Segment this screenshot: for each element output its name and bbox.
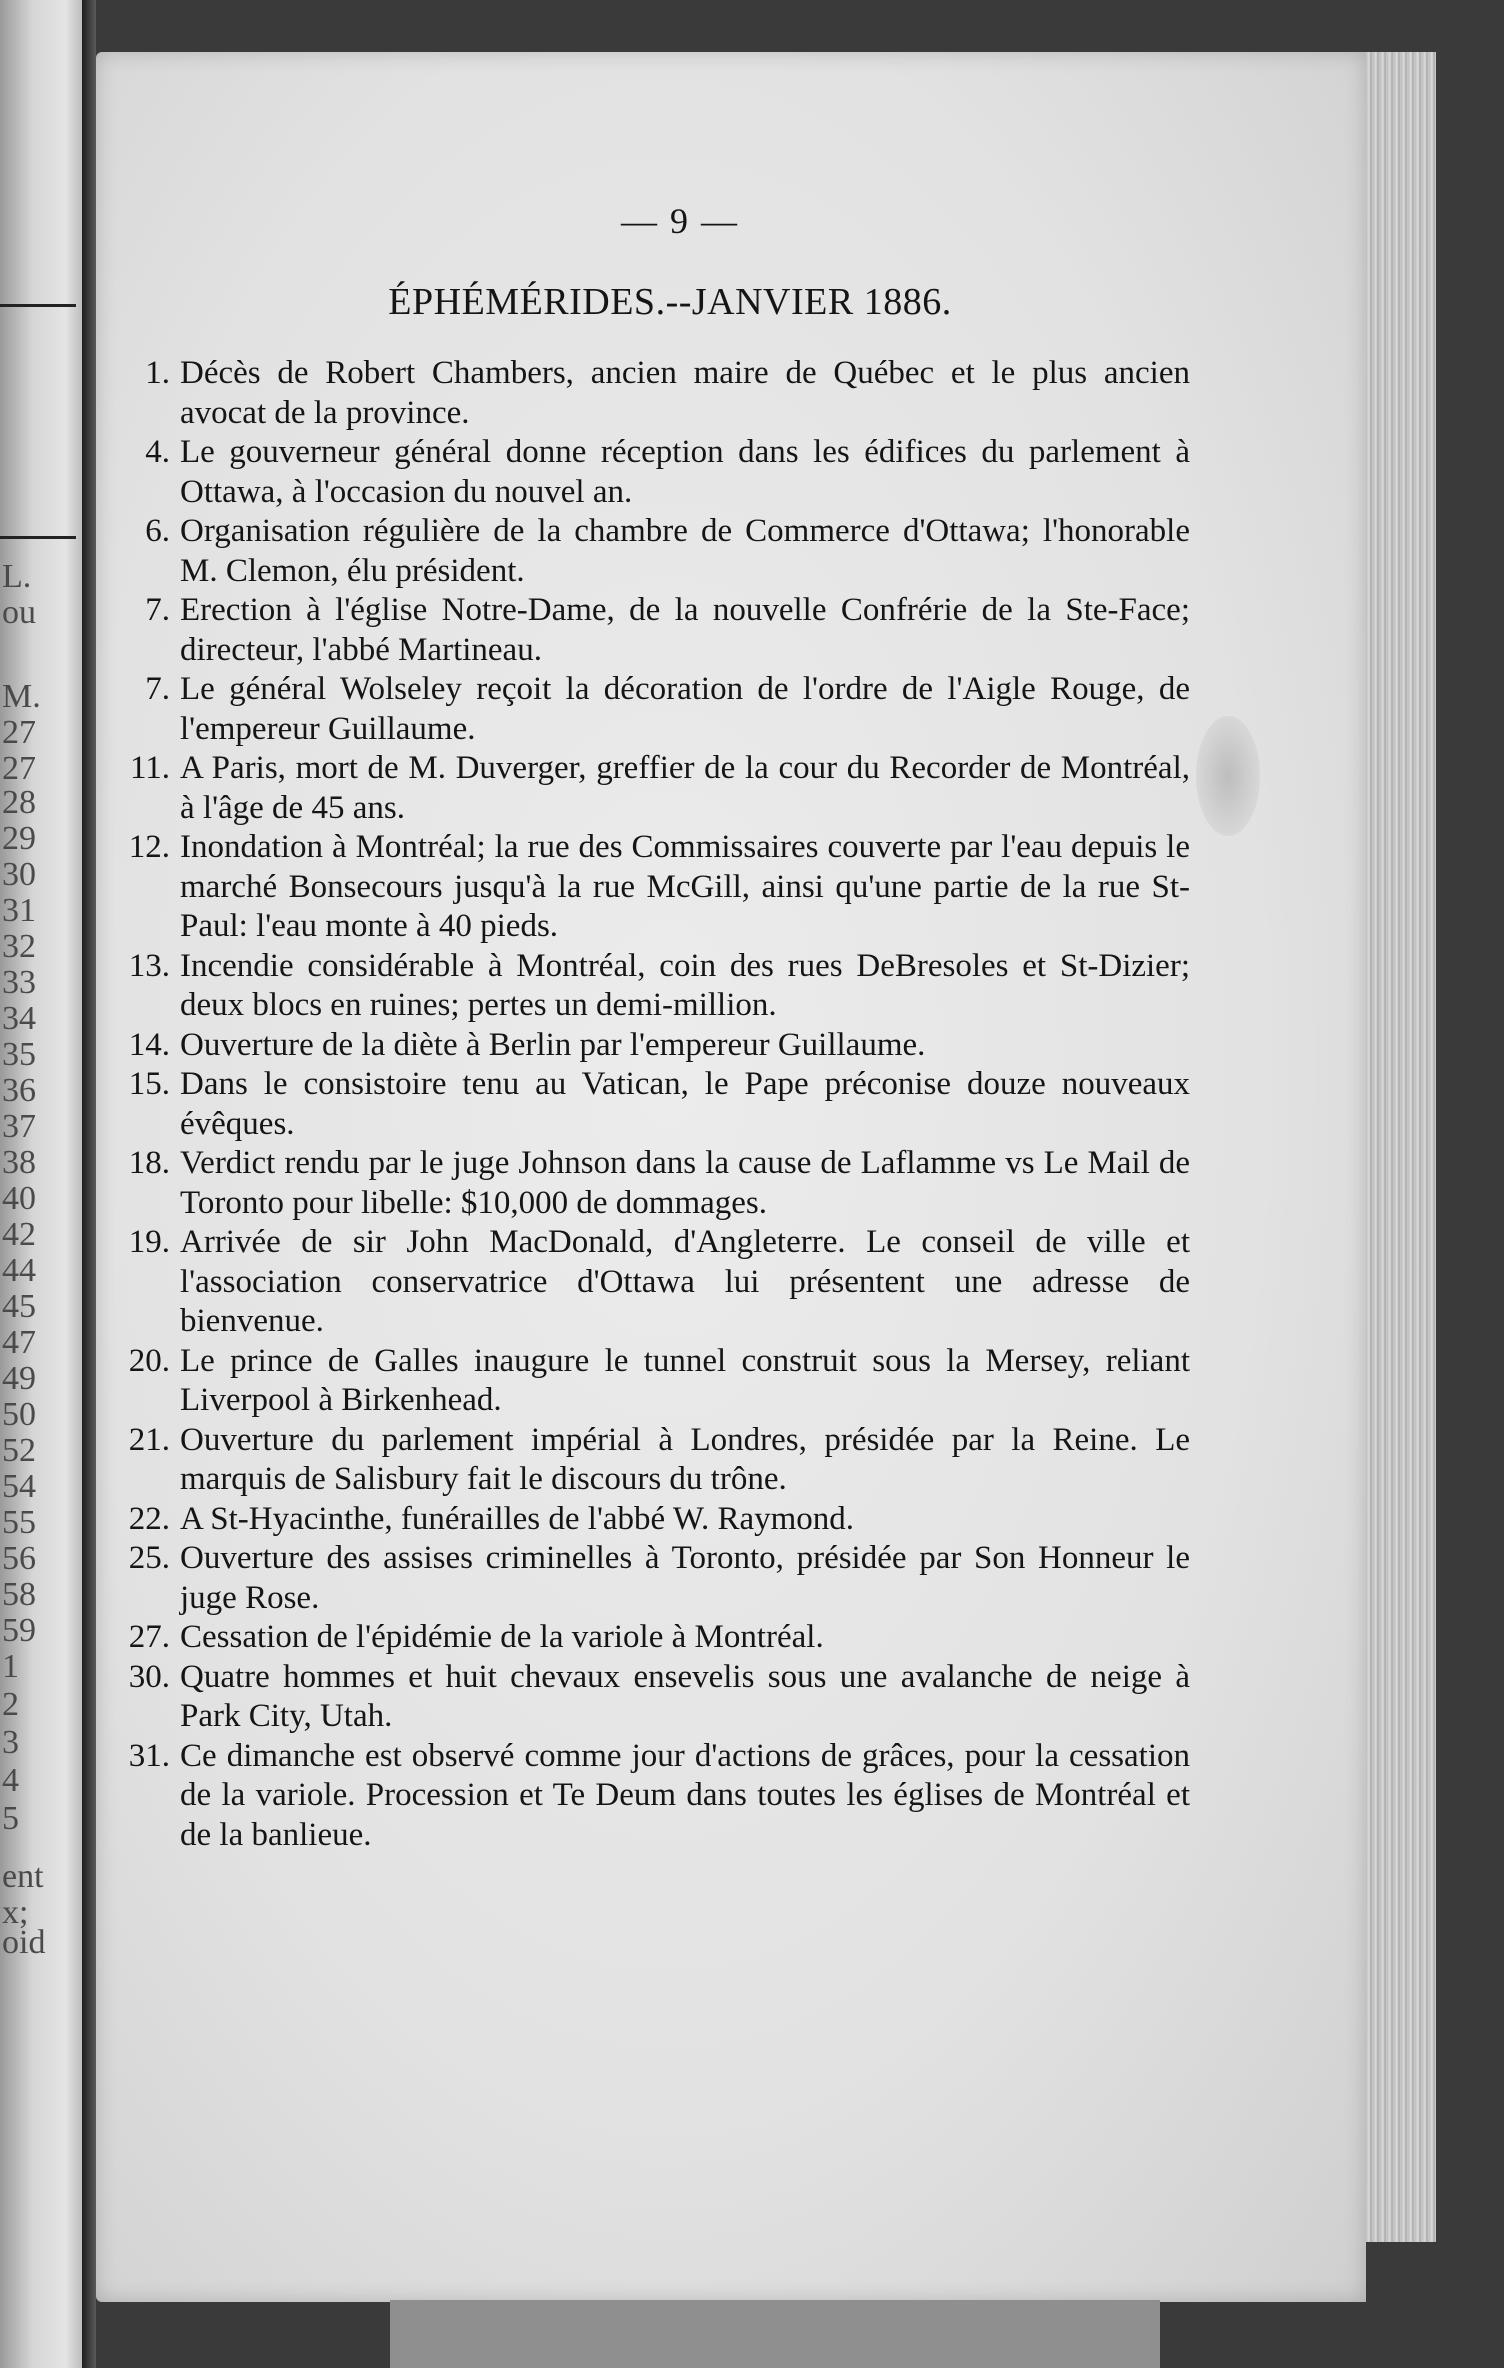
entry-text: Le gouverneur général donne réception dans les édifices du parlement à Ottawa, à l'occasion du nouvel an. (180, 434, 1190, 510)
entry-day: 7. (145, 592, 170, 628)
entry-day: 13. (128, 947, 170, 984)
list-item (110, 354, 1190, 433)
entry-day: 12. (128, 829, 170, 865)
left-page-fragment: 50 (2, 1398, 36, 1432)
entry-day: 7. (145, 671, 170, 707)
left-page-fragment: x; (2, 1896, 29, 1930)
page-number: — 9 — (621, 201, 739, 241)
left-page-fragment: 55 (2, 1506, 36, 1540)
entry-day: 21. (128, 1421, 170, 1458)
entry-day: 31. (128, 1737, 170, 1774)
list-item (110, 1144, 1190, 1223)
entry-day: 19. (128, 1224, 170, 1260)
scan-margin (390, 2300, 1160, 2368)
left-page-fragment: 54 (2, 1470, 36, 1504)
list-item (110, 1026, 1190, 1066)
left-page-fragment: 58 (2, 1578, 36, 1612)
left-page-fragment: ou (2, 596, 36, 630)
left-page-fragment: 1 (2, 1650, 19, 1684)
entry-day: 11. (129, 750, 170, 786)
left-page-fragment: 45 (2, 1290, 36, 1324)
left-page-edge (0, 0, 82, 2368)
entry-text: Ouverture de la diète à Berlin par l'empereur Guillaume. (180, 1026, 926, 1063)
entry-day: 1. (145, 355, 170, 391)
left-page-fragment: 34 (2, 1002, 36, 1036)
entry-text: Décès de Robert Chambers, ancien maire de Québec et le plus ancien avocat de la province. (180, 355, 1190, 431)
entry-text: Dans le consistoire tenu au Vatican, le Pape préconise douze nouveaux évêques. (180, 1066, 1190, 1142)
left-page-fragment: 47 (2, 1326, 36, 1360)
entry-text: Arrivée de sir John MacDonald, d'Angleterre. Le conseil de ville et l'association conservatrice d'Ottawa lui présentent une adresse de bienvenue. (180, 1224, 1190, 1339)
left-page-fragment: ent (2, 1860, 44, 1894)
page-title: ÉPHÉMÉRIDES.--JANVIER 1886. (388, 281, 952, 323)
left-page-fragment: 29 (2, 822, 36, 856)
list-item (110, 828, 1190, 947)
list-item (110, 591, 1190, 670)
entry-day: 27. (128, 1619, 170, 1655)
list-item (110, 433, 1190, 512)
entry-text: Incendie considérable à Montréal, coin des rues DeBresoles et St-Dizier; deux blocs en ruines; pertes un demi-million. (180, 947, 1190, 1023)
left-page-fragment: 5 (2, 1802, 19, 1836)
left-page-fragment: oid (2, 1926, 46, 1960)
left-page-fragment: 3 (2, 1726, 19, 1760)
left-page-fragment: 38 (2, 1146, 36, 1180)
entry-day: 20. (128, 1342, 170, 1379)
entry-day: 15. (128, 1066, 170, 1102)
left-page-rule (0, 304, 76, 307)
list-item (110, 1618, 1190, 1658)
page-stack-edges (1366, 52, 1436, 2242)
entry-text: Organisation régulière de la chambre de Commerce d'Ottawa; l'honorable M. Clemon, élu président. (180, 513, 1190, 589)
entry-day: 4. (145, 434, 170, 470)
left-page-fragment: 30 (2, 858, 36, 892)
list-item (110, 1500, 1190, 1540)
list-item (110, 1342, 1190, 1421)
entry-text: Inondation à Montréal; la rue des Commissaires couverte par l'eau depuis le marché Bonsecours jusqu'à la rue McGill, ainsi qu'une partie de la rue St-Paul: l'eau monte à 40 pieds. (180, 829, 1190, 944)
entry-text: Erection à l'église Notre-Dame, de la nouvelle Confrérie de la Ste-Face; directeur, l'abbé Martineau. (180, 592, 1190, 668)
entry-day: 22. (128, 1500, 170, 1537)
entry-text: Quatre hommes et huit chevaux ensevelis sous une avalanche de neige à Park City, Utah. (180, 1658, 1190, 1734)
left-page-fragment: L. (2, 560, 32, 594)
left-page-fragment: 42 (2, 1218, 36, 1252)
left-page-fragment: 59 (2, 1614, 36, 1648)
list-item (110, 1223, 1190, 1342)
left-page-fragment: 2 (2, 1688, 19, 1722)
left-page-fragment: 56 (2, 1542, 36, 1576)
left-page-fragment: 37 (2, 1110, 36, 1144)
left-page-fragment: 32 (2, 930, 36, 964)
list-item (110, 947, 1190, 1026)
list-item (110, 749, 1190, 828)
left-page-fragment: 27 (2, 752, 36, 786)
entry-day: 18. (128, 1145, 170, 1181)
left-page-fragment: 33 (2, 966, 36, 1000)
left-page-fragment: 28 (2, 786, 36, 820)
ephemerides-list (110, 354, 1190, 1855)
list-item (110, 1658, 1190, 1737)
list-item (110, 1421, 1190, 1500)
left-page-fragment: 27 (2, 716, 36, 750)
list-item (110, 1539, 1190, 1618)
entry-text: Ce dimanche est observé comme jour d'actions de grâces, pour la cessation de la variole. Procession et Te Deum dans toutes les églises de Montréal et de la banlieue. (180, 1737, 1190, 1853)
book-gutter (82, 0, 96, 2368)
list-item (110, 1737, 1190, 1856)
entry-text: Cessation de l'épidémie de la variole à Montréal. (180, 1619, 824, 1655)
page-content (110, 200, 1190, 1855)
left-page-fragment: 40 (2, 1182, 36, 1216)
entry-text: A Paris, mort de M. Duverger, greffier de la cour du Recorder de Montréal, à l'âge de 45 ans. (180, 750, 1190, 826)
list-item (110, 512, 1190, 591)
left-page-fragment: M. (2, 680, 41, 714)
entry-text: Le général Wolseley reçoit la décoration de l'ordre de l'Aigle Rouge, de l'empereur Guillaume. (180, 671, 1190, 747)
entry-day: 25. (128, 1540, 170, 1576)
left-page-fragment: 36 (2, 1074, 36, 1108)
left-page-fragment: 44 (2, 1254, 36, 1288)
left-page-fragment: 35 (2, 1038, 36, 1072)
left-page-fragment: 49 (2, 1362, 36, 1396)
entry-text: A St-Hyacinthe, funérailles de l'abbé W. Raymond. (180, 1500, 855, 1537)
left-page-fragment: 52 (2, 1434, 36, 1468)
entry-text: Ouverture des assises criminelles à Toronto, présidée par Son Honneur le juge Rose. (180, 1540, 1190, 1616)
left-page-rule (0, 536, 76, 539)
entry-text: Verdict rendu par le juge Johnson dans la cause de Laflamme vs Le Mail de Toronto pour libelle: $10,000 de dommages. (180, 1145, 1190, 1221)
list-item (110, 670, 1190, 749)
entry-day: 14. (128, 1026, 170, 1063)
entry-day: 6. (145, 513, 170, 549)
left-page-fragment: 31 (2, 894, 36, 928)
paper-stain (1196, 716, 1260, 836)
entry-day: 30. (128, 1658, 170, 1695)
entry-text: Le prince de Galles inaugure le tunnel construit sous la Mersey, reliant Liverpool à Birkenhead. (180, 1342, 1190, 1418)
list-item (110, 1065, 1190, 1144)
entry-text: Ouverture du parlement impérial à Londres, présidée par la Reine. Le marquis de Salisbury fait le discours du trône. (180, 1421, 1190, 1497)
left-page-fragment: 4 (2, 1764, 19, 1798)
